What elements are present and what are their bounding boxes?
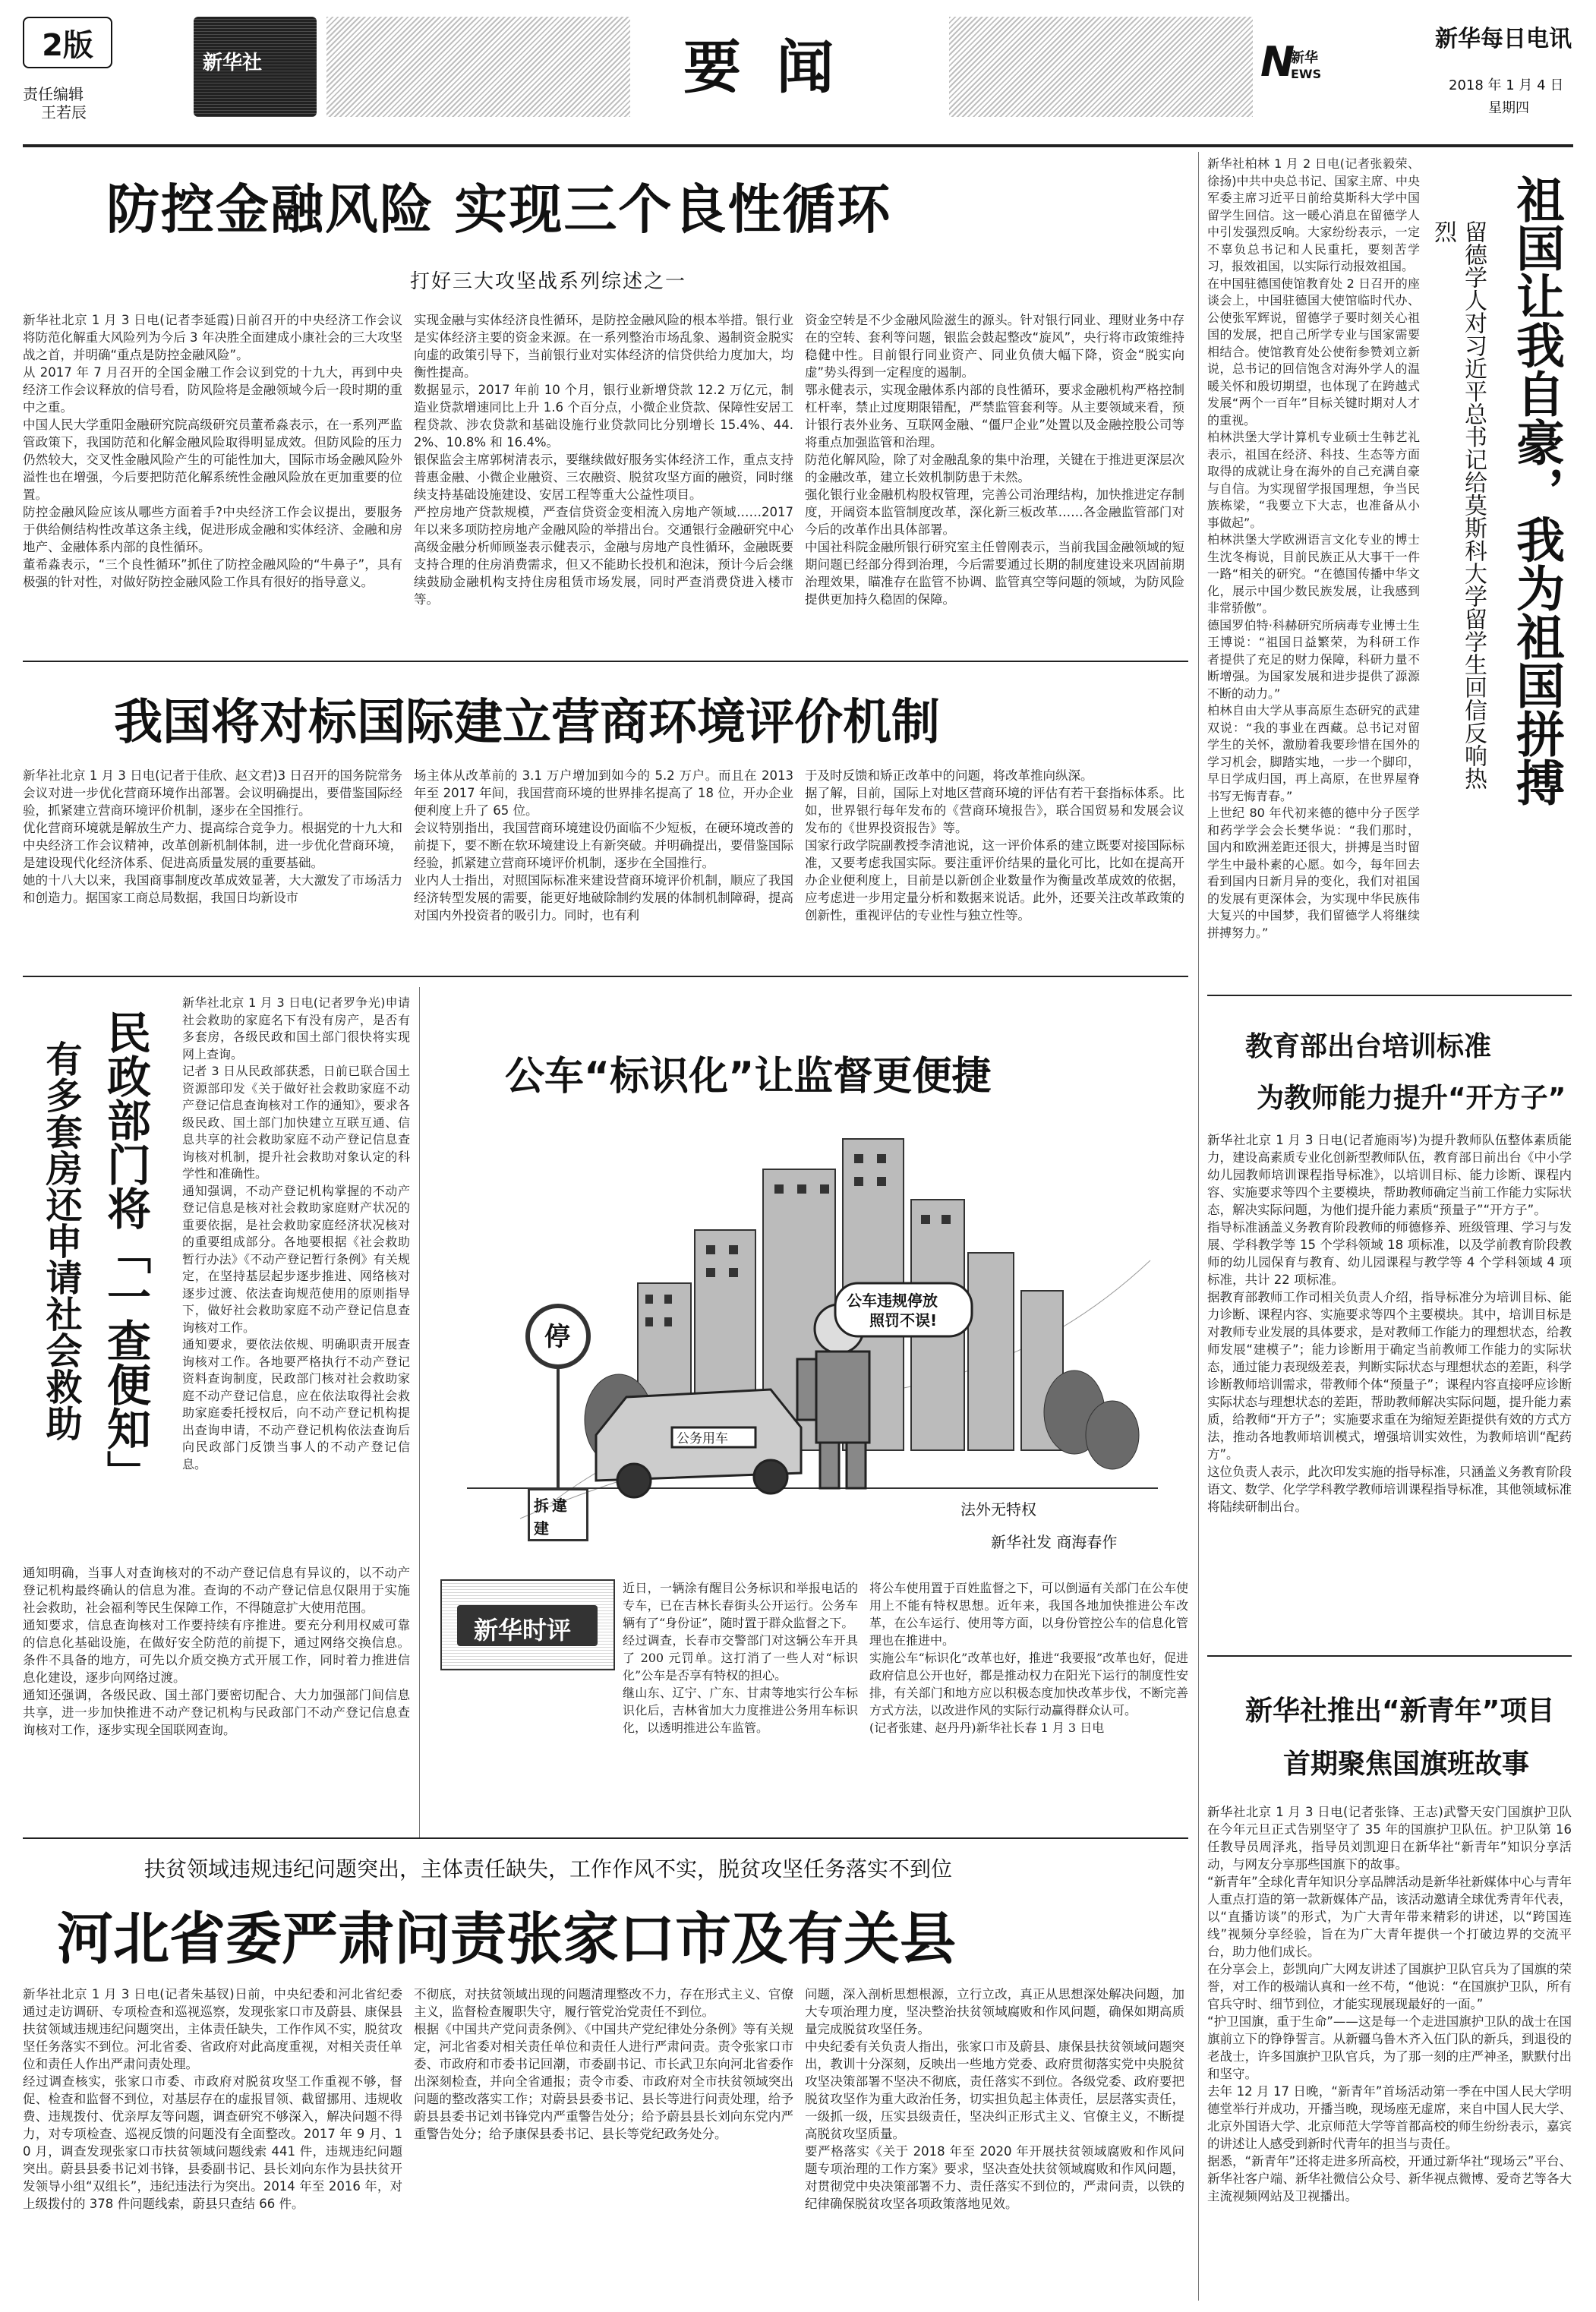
masthead-rule [23, 144, 1573, 147]
a3-headline: 民政部门将「一查便知」 [99, 1010, 151, 1494]
a3-subheadline: 有多套房还申请社会救助 [39, 1040, 82, 1441]
xinhua-logo-block [194, 17, 317, 117]
cartoon-caption: 法外无特权 [960, 1500, 1036, 1519]
issue-weekday: 星期四 [1488, 100, 1529, 116]
a6-subtitle: 留德学人对习近平总书记给莫斯科大学留学生回信反响热烈 [1430, 220, 1487, 790]
a4-cartoon [444, 1109, 1173, 1541]
header-band-right [949, 17, 1253, 117]
a8-headline-line1: 新华社推出“新青年”项目 [1245, 1695, 1555, 1727]
a5-col2: 不彻底，对扶贫领域出现的问题清理整改不力，存在形式主义、官僚主义，监督检查履职失守，履行管党治党责任不到位。 根据《中国共产党问责条例》、《中国共产党纪律处分条例》等有关规定，河北省委对相关责任单位和责任人进行严肃问责。责令张家口市委、市政府和市委书记回潮，市委副书记、市长武卫东向河北省委作出深刻检查，并向全省通报；责令市委、市政府对全市扶贫领域突出问题的整改落实工作；对蔚县县委书记、县长等进行问责处理，给予蔚县县委书记刘书锋党内严重警告处分；给予蔚县县长刘向东党内严重警告处分；给予康保县委书记、县长等党纪政务处分。 [414, 1987, 793, 2141]
section-title: 要 闻 [683, 33, 842, 101]
a4-bottom-rule [23, 1837, 1188, 1839]
brand-title: 新华每日电讯 [1435, 26, 1572, 52]
commentary-label-box [440, 1579, 615, 1670]
cartoon-sign-text: 停 [544, 1322, 570, 1352]
editor-name: 王若辰 [41, 103, 87, 121]
a3-col2: 通知明确，当事人对查询核对的不动产登记信息有异议的，以不动产登记机构最终确认的信息为准。查询的不动产登记信息仅限用于实施社会救助，社会福利等民生保障工作，不得随意扩大使用范围。 通知要求，信息查询核对工作要持续有序推进。要充分利用权威可靠的信息化基础设施，在做好安全防范的前提下，通过网络交换信息。条件不具备的地方，可先以介质交换方式开展工作，同时着力推进信息化建设，逐步向网络过渡。 通知还强调，各级民政、国土部门要密切配合、大力加强部门间信息共享，进一步加快推进不动产登记机构与民政部门不动产登记信息查询核对工作，逐步实现全国联网查询。 [23, 1566, 410, 1737]
a4-col1: 近日，一辆涂有醒目公务标识和举报电话的专车，已在吉林长春街头公开运行。公务车辆有了“身份证”，随时置于群众监督之下。 经过调查，长春市交警部门对这辆公车开具了 200 元罚单。这打消了一些人对“标识化”公车是否享有特权的担心。 继山东、辽宁、广东、甘肃等地实行公车标识化后，吉林省加大力度推进公务用车标识化，以透明推进公车监管。 [623, 1581, 858, 1735]
a5-kicker: 扶贫领域违规违纪问题突出，主体责任缺失，工作作风不实，脱贫攻坚任务落实不到位 [144, 1856, 953, 1881]
a4-col2: 将公车使用置于百姓监督之下，可以倒逼有关部门在公车使用上不能有特权思想。近年来，我国各地加快推进公车改革，在公车运行、使用等方面，以身份管控公车的信息化管理也在推进中。 实施公车“标识化”改革也好，推进“我要报”改革也好，促进政府信息公开也好，都是推动权力在阳光下运行的制度性安排，有关部门和地方应以积极态度加快改革步伐，不断完善方式方法，以改进作风的实际行动赢得群众认可。 (记者张建、赵丹丹)新华社长春 1 月 3 日电 [869, 1581, 1188, 1735]
a7-headline-line2: 为教师能力提升“开方子” [1257, 1083, 1566, 1114]
a7-body: 新华社北京 1 月 3 日电(记者施雨岑)为提升教师队伍整体素质能力，建设高素质专业化创新型教师队伍，教育部日前出台《中小学幼儿园教师培训课程指导标准》，以培训目标、能力诊断、课程内容、实施要求等四个主要模块，帮助教师确定当前工作能力实际状态，解决实际问题，为他们提升能力素质“预量子”“开方子”。 指导标准涵盖义务教育阶段教师的师德修养、班级管理、学习与发展、学科教学等 15 个学科领域 18 项标准，以及学前教育阶段教师的幼儿园保育与教育、幼儿园课程与教学等 4 个学科领域 4 项标准，共计 22 项标准。 据教育部教师工作司相关负责人介绍，指导标准分为培训目标、能力诊断、课程内容、实施要求等四个主要模块。其中，培训目标是对教师专业发展的具体要求，是对教师工作能力的理想状态，给教师发展“建模子”；能力诊断用于确定当前教师工作能力的实际状态，通过能力表现级差表，判断实际状态与理想状态的差距，科学诊断教师培训需求，带教师个体“预量子”；课程内容直接呼应诊断实际状态与理想状态的差距，帮助教师解决实际问题，提升能力素质，给教师“开方子”；实施要求重在为缩短差距提供有效的方式方法，推动各地教师培训模式，增强培训实效性，为教师培训“配药方”。 这位负责人表示，此次印发实施的指导标准，只涵盖义务教育阶段语文、数学、化学学科教学教师培训课程指导标准，其他领域标准将陆续研制出台。 [1207, 1133, 1572, 1514]
masthead [0, 0, 1596, 152]
page-number-box [23, 17, 112, 68]
cartoon-car-label: 公务用车 [677, 1431, 728, 1446]
a2-headline: 我国将对标国际建立营商环境评价机制 [114, 695, 940, 751]
a5-headline: 河北省委严肃问责张家口市及有关县 [57, 1907, 956, 1972]
a5-col3: 问题，深入剖析思想根源，立行立改，真正从思想深处解决问题，加大专项治理力度，坚决整治扶贫领域腐败和作风问题，确保如期高质量完成脱贫攻坚任务。 中央纪委有关负责人指出，张家口市及蔚县、康保县扶贫领域问题突出，教训十分深刻，反映出一些地方党委、政府贯彻落实党中央脱贫攻坚决策部署不坚决不彻底，责任落实不到位。各级党委、政府要把脱贫攻坚作为重大政治任务，切实担负起主体责任，层层落实责任，一级抓一级，压实县级责任，坚决纠正形式主义、官僚主义，不断提高脱贫攻坚质量。 要严格落实《关于 2018 年至 2020 年开展扶贫领域腐败和作风问题专项治理的工作方案》要求，坚决查处扶贫领域腐败和作风问题，对贯彻党中央决策部署不力、责任落实不到位的，严肃问责，以铁的纪律确保脱贫攻坚各项政策落地见效。 [805, 1987, 1184, 2211]
a8-headline-line2: 首期聚焦国旗班故事 [1283, 1749, 1530, 1780]
issue-date: 2018 年 1 月 4 日 [1449, 77, 1564, 93]
a3-right-rule [419, 987, 420, 1837]
cartoon-bubble-line2: 照罚不误! [869, 1311, 938, 1329]
a7-bottom-rule [1207, 1655, 1572, 1657]
a5-col1: 新华社北京 1 月 3 日电(记者朱基钗)日前，中央纪委和河北省纪委通过走访调研、专项检查和巡视巡察，发现张家口市及蔚县、康保县扶贫领域违规违纪问题突出，主体责任缺失，工作作风不实，脱贫攻坚任务落实不到位。河北省委、省政府对此高度重视，对相关责任单位和责任人作出严肃问责处理。 经过调查核实，张家口市委、市政府对脱贫攻坚工作重视不够，督促、检查和监督不到位，对基层存在的虚报冒领、截留挪用、违规收费、违规拨付、优亲厚友等问题，调查研究不够深入，解决问题不得力，对专项检查、巡视反馈的问题没有全面整改。2017 年 9 月、10 月，调查发现张家口市扶贫领域问题线索 441 件，违规违纪问题突出。蔚县县委书记刘书锋，县委副书记、县长刘向东作为县扶贫开发领导小组“双组长”，违纪违法行为突出。2014 年至 2016 年，对上级拨付的 378 件问题线索，蔚县只查结 66 件。 [23, 1987, 402, 2211]
xinhua-logo: 新华社 [203, 52, 263, 74]
a8-body: 新华社北京 1 月 3 日电(记者张锋、王志)武警天安门国旗护卫队在今年元旦正式告别坚守了 35 年的国旗护卫队伍。护卫队第 16 任教导员周泽兆，指导员刘凯迎日在新华社“新青年”知识分享活动，与网友分享那些国旗下的故事。 “新青年”全球化青年知识分享品牌活动是新华社新媒体中心与青年人重点打造的第一款新媒体产品，该活动邀请全球优秀青年代表，以“直播访谈”的形式，为广大青年带来精彩的讲述，以“跨国连线”视频分享经验，旨在为广大青年提供一个打破边界的交流平台，助力他们成长。 在分享会上，彭凯向广大网友讲述了国旗护卫队官兵为了国旗的荣誉，对工作的极端认真和一丝不苟，“他说：“在国旗护卫队，所有官兵守时、细节到位，才能实现展现最好的一面。” “护卫国旗，重于生命”——这是每一个走进国旗护卫队的战士在国旗前立下的铮铮誓言。从新疆乌鲁木齐入伍门队的新兵，到退役的老战士，许多国旗护卫队官兵，为了那一刻的庄严神圣，默默付出和坚守。 去年 12 月 17 日晚，“新青年”首场活动第一季在中国人民大学明德堂举行并成功，开播当晚，现场座无虚席，来自中国人民大学、北京外国语大学、北京师范大学等首都高校的师生纷纷表示，嘉宾的讲述让人感受到新时代青年的担当与责任。 据悉，“新青年”还将走进多所高校，开通过新华社“现场云”平台、新华社客户端、新华社微信公众号、新华视点微博、爱奇艺等各大主流视频网站及卫视播出。 [1207, 1805, 1572, 2203]
a3-col1: 新华社北京 1 月 3 日电(记者罗争光)申请社会救助的家庭名下有没有房产，是否有多套房，各级民政和国土部门很快将实现网上查询。 记者 3 日从民政部获悉，日前已联合国土资源部印发《关于做好社会救助家庭不动产登记信息查询核对工作的通知》，要求各级民政、国土部门加快建立互联互通、信息共享的社会救助家庭不动产登记信息查询核对机制，提升社会救助对象认定的科学性和准确性。 通知强调，不动产登记机构掌握的不动产登记信息是核对社会救助家庭财产状况的重要依据，是社会救助家庭经济状况核对的重要组成部分。各地要根据《社会救助暂行办法》《不动产登记暂行条例》有关规定，在坚持基层起步逐步推进、网络核对逐步过渡、依法查询规范使用的原则指导下，做好社会救助家庭不动产登记信息查询核对工作。 通知要求，要依法依规、明确职责开展查询核对工作。各地要严格执行不动产登记资料查询制度，民政部门核对社会救助家庭不动产登记信息，应在依法取得社会救助家庭委托授权后，向不动产登记机构提出查询申请，不动产登记机构依法查询后向民政部门反馈当事人的不动产登记信息。 [182, 995, 410, 1471]
page-number: 2版 [42, 27, 93, 63]
a1-col3: 资金空转是不少金融风险滋生的源头。针对银行同业、理财业务中存在的空转、套利等问题，银监会鼓起整改“旋风”，央行将市政策维持稳健中性。目前银行同业资产、同业负债大幅下降，资金“脱实向虚”势头得到一定程度的遏制。 鄂永健表示，实现金融体系内部的良性循环，要求金融机构严格控制杠杆率，禁止过度期限错配，严禁监管套利等。从主要领域来看，预计银行表外业务、互联网金融、“僵尸企业”处置以及金融控股公司等将重点加强监管和治理。 防范化解风险，除了对金融乱象的集中治理，关键在于推进更深层次的金融改革，建立长效机制防患于未然。 强化银行业金融机构股权管理，完善公司治理结构，加快推进定存制度，开阔资本监管制度改革，深化新三板改革……各金融监管部门对今后的改革作出具体部署。 中国社科院金融所银行研究室主任曾刚表示，当前我国金融领域的短期问题已经部分得到治理，今后需要通过长期的制度建设来巩固前期治理效果，瞄准存在监管不协调、监管真空等问题的领域，为防风险提供更加持久稳固的保障。 [805, 313, 1184, 607]
news-logo: N 新华 EWS [1260, 38, 1322, 86]
a6-bottom-rule [1207, 995, 1572, 996]
cartoon-bubble-line1: 公车违规停放 [847, 1292, 938, 1310]
a2-col1: 新华社北京 1 月 3 日电(记者于佳欣、赵文君)3 日召开的国务院常务会议对进一步优化营商环境作出部署。会议明确提出，要借鉴国际经验，抓紧建立营商环境评价机制，逐步在全国推行。 优化营商环境就是解放生产力、提高综合竞争力。根据党的十九大和中央经济工作会议精神，改革创新机制体制，进一步优化营商环境，是建设现代化经济体系、促进高质量发展的重要基础。 她的十八大以来，我国商事制度改革成效显著，大大激发了市场活力和创造力。据国家工商总局数据，我国日均新设市 [23, 768, 402, 905]
cartoon-illustration [444, 1109, 1173, 1541]
a6-body: 新华社柏林 1 月 2 日电(记者张毅荣、徐扬)中共中央总书记、国家主席、中央军委主席习近平日前给莫斯科大学中国留学生回信。这一暖心消息在留德学人中引发强烈反响。大家纷纷表示，一定不辜负总书记和人民重托，要刻苦学习，报效祖国，以实际行动报效祖国。 在中国驻德国使馆教育处 2 日召开的座谈会上，中国驻德国大使馆临时代办、公使张军辉说，留德学子要时刻关心祖国的发展，把自己所学专业与国家需要相结合。使馆教育处公使衔参赞刘立新说，总书记的回信饱含对海外学人的温暖关怀和殷切期望，也体现了在跨越式发展“两个一百年”目标关键时期对人才的重视。 柏林洪堡大学计算机专业硕士生韩艺礼表示，祖国在经济、科技、生态等方面取得的成就让身在海外的自己充满自豪与自信。为实现留学报国理想，争当民族栋梁，“我要立下大志，也准备从小事做起”。 柏林洪堡大学欧洲语言文化专业的博士生沈冬梅说，目前民族正从大事干一件一路“相关的研究。“在德国传播中华文化，展示中国少数民族发展，让我感到非常骄傲”。 德国罗伯特·科赫研究所病毒专业博士生王博说：“祖国日益繁荣，为科研工作者提供了充足的财力保障，科研力量不断增强。为国家发展和进步提供了源源不断的动力。” 柏林自由大学从事高原生态研究的武建双说：“我的事业在西藏。总书记对留学生的关怀，激励着我要珍惜在国外的学习机会，脚踏实地，一步一个脚印，早日学成归国，再上高原，在世界屋脊书写无悔青春。” 上世纪 80 年代初来德的德中分子医学和药学学会会长樊华说：“我们那时，国内和欧洲差距还很大，拼搏是当时留学生中最朴素的心愿。如今，每年回去看到国内日新月异的变化，我们对祖国的发展有更深体会，为实现中华民族伟大复兴的中国梦，我们留德学人将继续拼搏努力。” [1207, 156, 1420, 940]
a4-cartoon-credit: 新华社发 商海春作 [991, 1533, 1118, 1551]
header-band-left [326, 17, 630, 117]
commentary-label: 新华时评 [474, 1616, 572, 1645]
right-column-divider [1198, 152, 1199, 2301]
a4-headline: 公车“标识化”让监督更便捷 [505, 1054, 992, 1099]
a6-headline: 祖国让我自豪，我为祖国拼搏 [1508, 175, 1564, 806]
a1-bottom-rule [23, 661, 1188, 662]
editor-label: 责任编辑 [23, 85, 84, 103]
a2-col3: 于及时反馈和矫正改革中的问题，将改革推向纵深。 据了解，目前，国际上对地区营商环境的评估有若干套指标体系。比如，世界银行每年发布的《营商环境报告》，联合国贸易和发展会议发布的《世界投资报告》等。 国家行政学院副教授李清池说，这一评价体系的建立既要对接国际标准，又要考虑我国实际。要注重评价结果的量化可比，比如在提高开办企业便利度上，目前是以新创企业数量作为衡量改革成效的依据，应考虑进一步用定量分析和数据来说话。此外，还要关注改革政策的创新性，重视评估的专业性与独立性等。 [805, 768, 1184, 923]
a2-bottom-rule [23, 976, 1188, 977]
a2-col2: 场主体从改革前的 3.1 万户增加到如今的 5.2 万户。而且在 2013 年至 2017 年间，我国营商环境的世界排名提高了 18 位，开办企业便利度上升了 65 位。 会议特别指出，我国营商环境建设仍面临不少短板，在硬环境改善的前提下，要不断在软环境建设上有新突破。并明确提出，要借鉴国际经验，抓紧建立营商环境评价机制，逐步在全国推行。 业内人士指出，对照国际标准来建设营商环境评价机制，顺应了我国经济转型发展的需要，能更好地破除制约发展的体制机制障碍，提高对国内外投资者的吸引力。同时，也有利 [414, 768, 793, 923]
a1-headline: 防控金融风险 实现三个良性循环 [106, 178, 892, 241]
a1-subtitle: 打好三大攻坚战系列综述之一 [410, 270, 687, 293]
a7-headline-line1: 教育部出台培训标准 [1245, 1031, 1492, 1062]
a4-seal: 拆違建 [528, 1488, 588, 1541]
a1-col2: 实现金融与实体经济良性循环，是防控金融风险的根本举措。银行业是实体经济主要的资金来源。在一系列整治市场乱象、遏制资金脱实向虚的政策引导下，当前银行业对实体经济的信贷供给力度加大，均衡性提高。 数据显示，2017 年前 10 个月，银行业新增贷款 12.2 万亿元，制造业贷款增速同比上升 1.6 个百分点，小微企业贷款、保障性安居工程贷款、涉农贷款和基础设施行业贷款同比分别增长 15.4%、44.2%、10.8% 和 16.4%。 银保监会主席郭树清表示，要继续做好服务实体经济工作，重点支持普惠金融、小微企业融资、三农融资、脱贫攻坚方面的融资，同时继续支持基础设施建设、安居工程等重大公益性项目。 严控房地产贷款规模，严查信贷资金变相流入房地产领域……2017 年以来多项防控房地产金融风险的举措出台。交通银行金融研究中心高级金融分析师顾崟表示健表示，金融与房地产良性循环，金融既要支持合理的住房消费需求，但又不能助长投机和泡沫，预计今后会继续鼓励金融机构支持住房租赁市场发展，同时严查消费贷进入楼市等。 [414, 313, 793, 607]
a1-col1: 新华社北京 1 月 3 日电(记者李延霞)日前召开的中央经济工作会议将防范化解重大风险列为今后 3 年决胜全面建成小康社会的三大攻坚战之首，并明确“重点是防控金融风险”。 从 2017 年 7 月召开的全国金融工作会议到党的十九大，再到中央经济工作会议释放的信号看，防风险将是金融领域今后一段时期的重中之重。 中国人民大学重阳金融研究院高级研究员董希淼表示，在一系列严监管政策下，我国防范和化解金融风险取得明显成效。但防风险的压力仍然较大，交叉性金融风险产生的可能性加大，国际市场金融风险外溢性也在增强，今后要把防范化解系统性金融风险放在更加重要的位置。 防控金融风险应该从哪些方面着手?中央经济工作会议提出，要服务于供给侧结构性改革这条主线，促进形成金融和实体经济、金融和房地产、金融体系内部的良性循环。 董希淼表示，“三个良性循环”抓住了防控金融风险的“牛鼻子”，具有极强的针对性，对做好防控金融风险工作具有很好的指导意义。 [23, 313, 402, 589]
